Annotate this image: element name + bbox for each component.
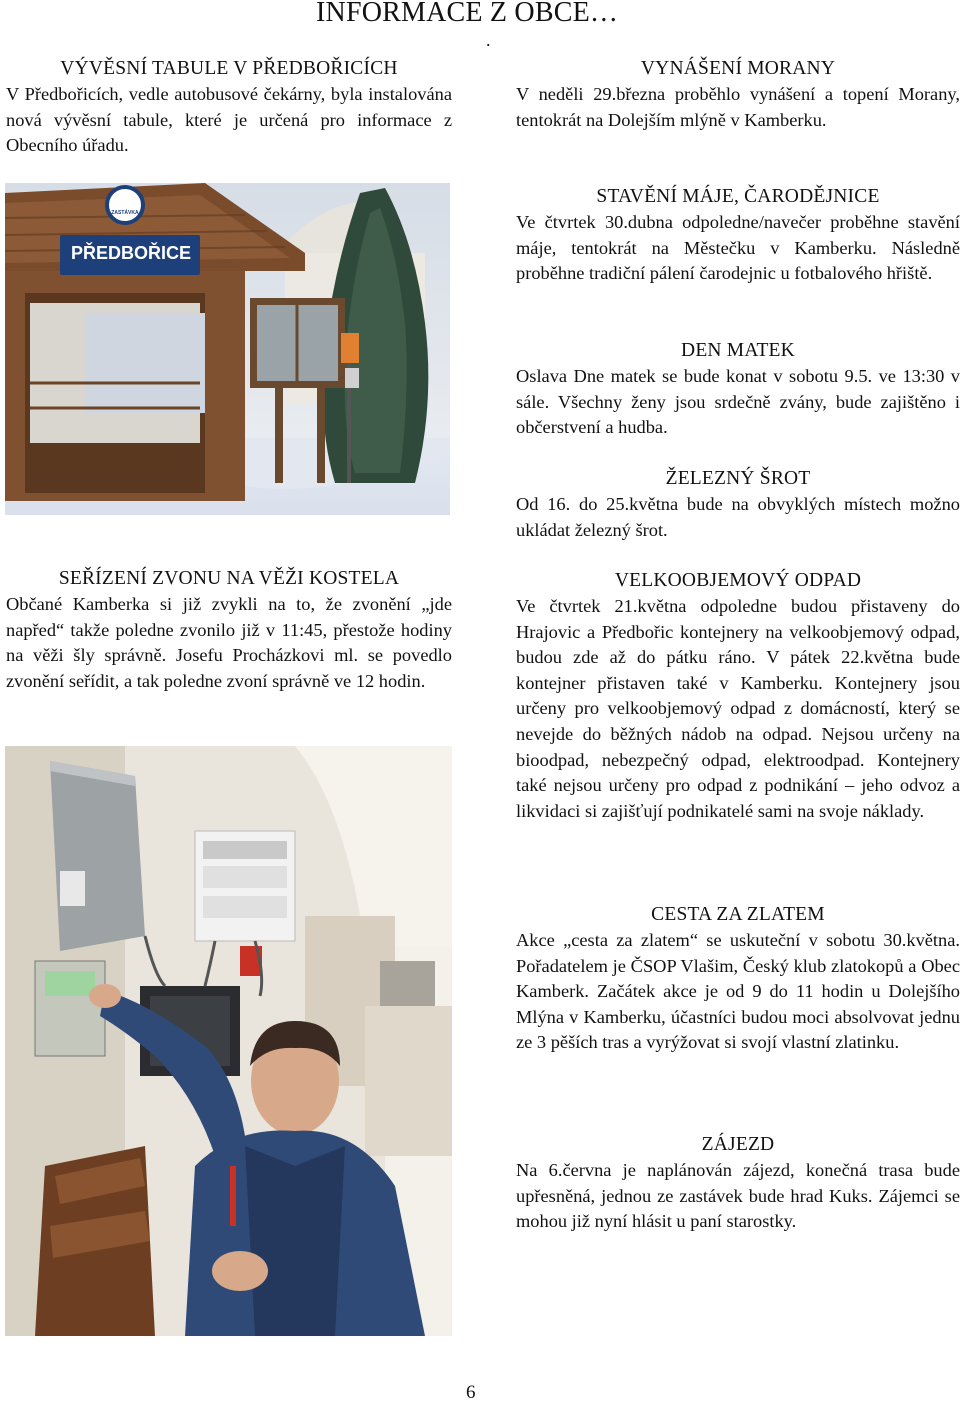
section-heading: VELKOOBJEMOVÝ ODPAD xyxy=(614,570,862,591)
right-column-block-4 xyxy=(516,466,960,543)
section-heading: VÝVĚSNÍ TABULE V PŘEDBOŘICÍCH xyxy=(60,58,398,79)
right-column-block-7 xyxy=(516,1132,960,1235)
right-column xyxy=(516,56,960,133)
section-heading: CESTA ZA ZLATEM xyxy=(651,904,825,925)
page-number: 6 xyxy=(466,1382,476,1403)
section-text: V neděli 29.března proběhlo vynášení a topení Morany, tentokrát na Dolejším mlýně v Kamberku. xyxy=(516,84,960,130)
section-text: V Předbořicích, vedle autobusové čekárny, byla instalována nová vývěsní tabule, které je určená pro informace z Obecního úřadu. xyxy=(6,84,452,156)
section-text: Ve čtvrtek 30.dubna odpoledne/navečer proběhne stavění máje, tentokrát na Městečku v Kamberku. Následně proběhne tradiční pálení čarodejnic u fotbalového hřiště. xyxy=(516,212,960,284)
sign-zastavka: ZASTÁVKA xyxy=(111,210,139,216)
right-column-block-3 xyxy=(516,338,960,441)
section-text: Na 6.června je naplánován zájezd, konečná trasa bude upřesněná, jednou ze zastávek bude hrad Kuks. Zájemci se mohou již nyní hlásit u paní starostky. xyxy=(516,1160,960,1232)
section-text: Oslava Dne matek se bude konat v sobotu 9.5. ve 13:30 v sále. Všechny ženy jsou srdečně zvány, bude zajištěno i občerstvení a hudba. xyxy=(516,366,960,438)
article-notice-board xyxy=(6,56,452,159)
sign-predborice: PŘEDBOŘICE xyxy=(70,243,191,263)
right-column-block-5 xyxy=(516,568,960,824)
section-zelezny-srot xyxy=(516,466,960,543)
section-text: Akce „cesta za zlatem“ se uskuteční v sobotu 30.května. Pořadatelem je ČSOP Vlašim, Český klub zlatokopů a Obec Kamberk. Začátek akce je od 9 do 11 hodin u Dolejšího Mlýna v Kamberku, účastníci budou moci absolvovat jednu ze 3 pěších tras a vyrýžovat si svojí vlastní zlatinku. xyxy=(516,930,960,1053)
section-heading: STAVĚNÍ MÁJE, ČARODĚJNICE xyxy=(596,186,880,207)
section-maje xyxy=(516,184,960,287)
section-heading: SEŘÍZENÍ ZVONU NA VĚŽI KOSTELA xyxy=(58,568,400,589)
right-column-block-2 xyxy=(516,184,960,287)
bell-controller-photo-image xyxy=(5,746,452,1336)
section-text: Občané Kamberka si již zvykli na to, že zvonění „jde napřed“ takže poledne zvonilo již v 11:45, přestože hodiny na věži šly správně. Josefu Procházkovi ml. se povedlo zvonění seřídit, a tak poledne zvoní správně ve 12 hodin. xyxy=(6,594,452,691)
section-zajezd xyxy=(516,1132,960,1235)
photo-bus-stop xyxy=(5,183,450,515)
section-heading: VYNÁŠENÍ MORANY xyxy=(640,58,836,79)
section-den-matek xyxy=(516,338,960,441)
article-bell xyxy=(6,566,452,694)
section-notice-board xyxy=(6,56,452,159)
section-heading: ZÁJEZD xyxy=(701,1134,775,1155)
section-text: Od 16. do 25.května bude na obvyklých místech možno ukládat železný šrot. xyxy=(516,494,960,540)
right-column-block-6 xyxy=(516,902,960,1056)
section-heading: ŽELEZNÝ ŠROT xyxy=(665,468,811,489)
section-heading: DEN MATEK xyxy=(681,340,795,361)
section-cesta-za-zlatem xyxy=(516,902,960,1056)
section-velkoobjemovy-odpad xyxy=(516,568,960,824)
page-title: INFORMACE Z OBCE… xyxy=(316,0,619,28)
section-morana xyxy=(516,56,960,133)
section-bell xyxy=(6,566,452,694)
title-dot: . xyxy=(486,30,491,50)
section-text: Ve čtvrtek 21.května odpoledne budou přistaveny do Hrajovic a Předbořic kontejnery na velkoobjemový odpad, budou zde až do pátku ráno. V pátek 22.května bude kontejner přistaven také v Kamberku. Kontejnery jsou určeny pro velkoobjemový odpad z domácností, který se nevejde do běžných nádob na odpad. Nejsou určeny na bioodpad, nebezpečný odpad, elektroodpad. Kontejnery také nejsou určeny pro odpad z podnikání – jeho odvoz a likvidaci si zajišťují podnikatelé sami na svoje náklady. xyxy=(516,596,960,821)
bus-stop-photo-image xyxy=(5,183,450,515)
photo-bell-controller xyxy=(5,746,452,1336)
